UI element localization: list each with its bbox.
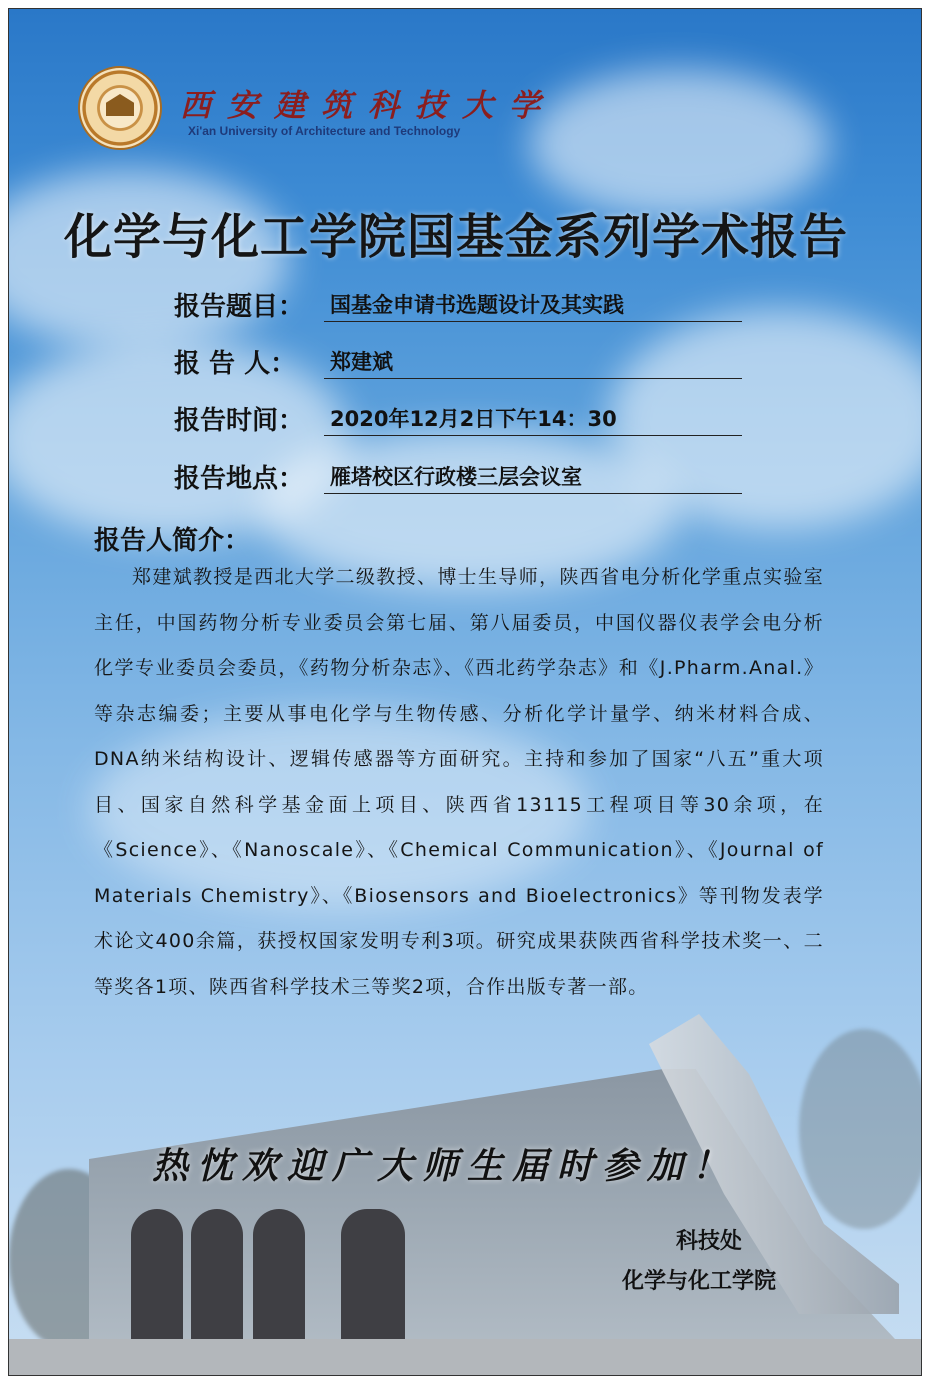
field-value: 雁塔校区行政楼三层会议室 [324,460,742,494]
field-label: 报 告 人： [174,349,297,379]
university-name-cn: 西安建筑科技大学 [180,88,556,124]
organizer: 科技处 [676,1229,743,1254]
field-value: 国基金申请书选题设计及其实践 [324,288,742,322]
building-arch [191,1209,243,1349]
field-label: 报告题目： [174,292,305,322]
building-arch [131,1209,183,1349]
field-label: 报告地点： [174,464,305,494]
emblem-building-icon [106,94,134,116]
university-emblem-icon [78,66,162,150]
bio-heading: 报告人简介： [94,526,251,556]
cloud [529,69,829,219]
field-value: 郑建斌 [324,345,742,379]
poster-title: 化学与化工学院国基金系列学术报告 [63,209,848,265]
tree [799,1029,922,1229]
university-name-en: Xi'an University of Architecture and Technology [188,124,461,138]
building-arch [253,1209,305,1349]
field-value: 2020年12月2日下午14：30 [324,402,742,436]
organizer: 化学与化工学院 [622,1269,777,1294]
building-arch [341,1209,405,1349]
welcome-text: 热忱欢迎广大师生届时参加！ [152,1145,738,1187]
bio-text: 郑建斌教授是西北大学二级教授、博士生导师，陕西省电分析化学重点实验室主任，中国药物分析专业委员会第七届、第八届委员，中国仪器仪表学会电分析化学专业委员会委员，《药物分析杂志》、《西北药学杂志》和《J.Pharm.Anal.》等杂志编委；主要从事电化学与生物传感、分析化学计量学、纳米材料合成、DNA纳米结构设计、逻辑传感器等方面研究。主持和参加了国家“八五”重大项目、国家自然科学基金面上项目、陕西省13115工程项目等30余项，在《Science》、《Nanoscale》、《Chemical Communication》、《Journal of Materials Chemistry》、《Biosensors and Bioelectronics》等刊物发表学术论文400余篇，获授权国家发明专利3项。研究成果获陕西省科学技术奖一、二等奖各1项、陕西省科学技术三等奖2项，合作出版专著一部。 [94,566,824,998]
ground [9,1339,921,1376]
field-label: 报告时间： [174,406,305,436]
